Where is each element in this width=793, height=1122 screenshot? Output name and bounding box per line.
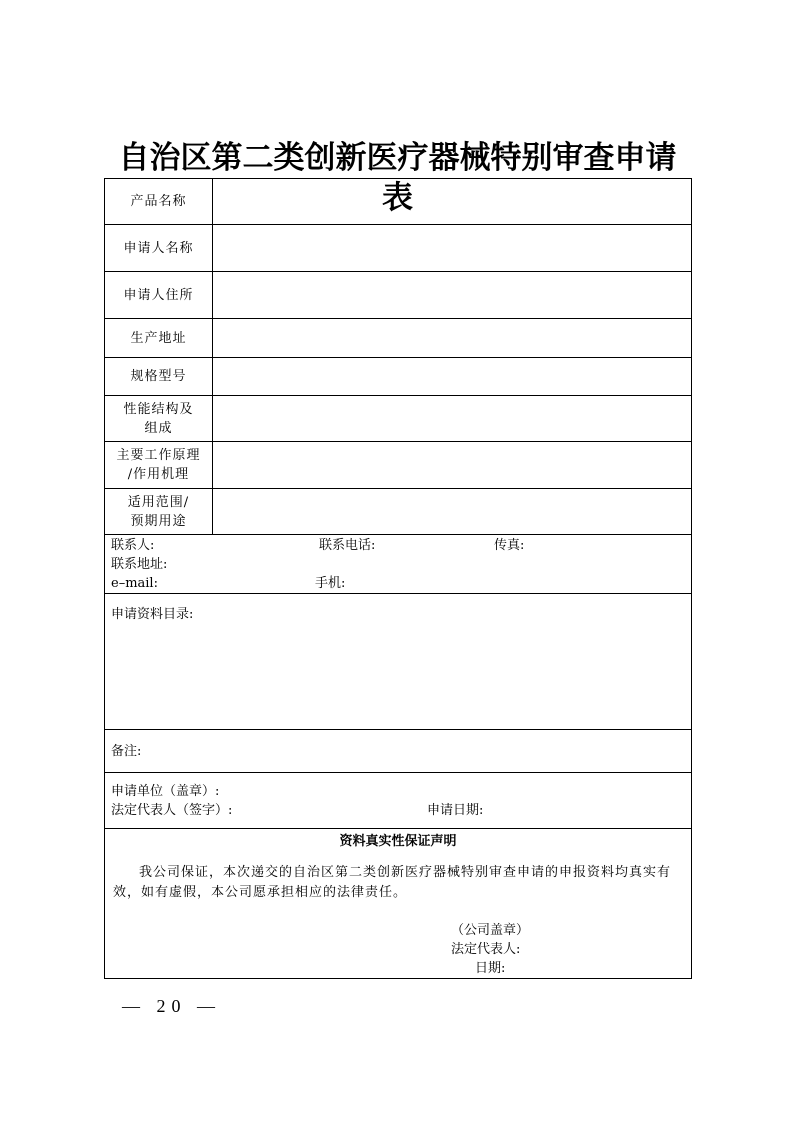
field-product-name[interactable]	[213, 179, 692, 225]
label-structure	[105, 396, 213, 442]
row-declaration	[105, 829, 692, 979]
row-intended-use	[105, 489, 692, 535]
remarks-label: 备注:	[111, 743, 142, 759]
row-applicant-signature	[105, 773, 692, 829]
row-structure	[105, 396, 692, 442]
page-number: — 20 —	[122, 996, 221, 1016]
application-form-table	[104, 178, 692, 979]
label-structure-line2: 组成	[144, 420, 173, 436]
label-working-principle	[105, 442, 213, 489]
row-remarks	[105, 730, 692, 773]
label-intended-use-line1: 适用范围/	[127, 494, 190, 510]
contact-phone-label: 联系电话:	[319, 538, 376, 553]
row-catalog	[105, 594, 692, 730]
declaration-date: 日期:	[475, 961, 506, 976]
row-product-name	[105, 179, 692, 225]
label-working-principle-line2: /作用机理	[127, 467, 190, 482]
label-applicant-address: 申请人住所	[105, 272, 213, 319]
label-structure-line1: 性能结构及	[123, 401, 194, 417]
remarks-cell[interactable]	[105, 730, 692, 773]
contact-address-label: 联系地址:	[111, 557, 168, 572]
declaration-cell[interactable]	[105, 829, 692, 979]
declaration-legal-rep: 法定代表人:	[451, 942, 521, 957]
declaration-body: 我公司保证，本次递交的自治区第二类创新医疗器械特别审查申请的申报资料均真实有效，如有虚假，本公司愿承担相应的法律责任。	[113, 865, 672, 900]
field-model-spec[interactable]	[213, 358, 692, 396]
label-intended-use	[105, 489, 213, 535]
unit-seal-label: 申请单位（盖章）:	[111, 784, 220, 799]
field-applicant-name[interactable]	[213, 225, 692, 272]
catalog-label: 申请资料目录:	[111, 607, 194, 622]
row-applicant-address	[105, 272, 692, 319]
row-contact	[105, 535, 692, 594]
label-model-spec: 规格型号	[105, 358, 213, 396]
row-working-principle	[105, 442, 692, 489]
field-structure[interactable]	[213, 396, 692, 442]
legal-rep-sign-label: 法定代表人（签字）:	[111, 803, 233, 818]
declaration-seal: （公司盖章）	[451, 923, 530, 938]
contact-person-label: 联系人:	[111, 538, 155, 553]
row-applicant-name	[105, 225, 692, 272]
declaration-title: 资料真实性保证声明	[339, 834, 457, 849]
field-working-principle[interactable]	[213, 442, 692, 489]
field-intended-use[interactable]	[213, 489, 692, 535]
label-product-name: 产品名称	[105, 179, 213, 225]
apply-date-label: 申请日期:	[427, 803, 484, 818]
row-model-spec	[105, 358, 692, 396]
contact-cell[interactable]	[105, 535, 692, 594]
label-intended-use-line2: 预期用途	[130, 513, 187, 529]
applicant-signature-cell[interactable]	[105, 773, 692, 829]
row-production-address	[105, 319, 692, 358]
label-production-address: 生产地址	[105, 319, 213, 358]
catalog-cell[interactable]	[105, 594, 692, 730]
contact-mobile-label: 手机:	[315, 576, 346, 591]
field-applicant-address[interactable]	[213, 272, 692, 319]
field-production-address[interactable]	[213, 319, 692, 358]
label-working-principle-line1: 主要工作原理	[116, 448, 201, 463]
contact-email-label: e–mail:	[111, 576, 158, 591]
contact-fax-label: 传真:	[494, 538, 525, 553]
label-applicant-name: 申请人名称	[105, 225, 213, 272]
form-title: 自治区第二类创新医疗器械特别审查申请表	[118, 140, 677, 216]
